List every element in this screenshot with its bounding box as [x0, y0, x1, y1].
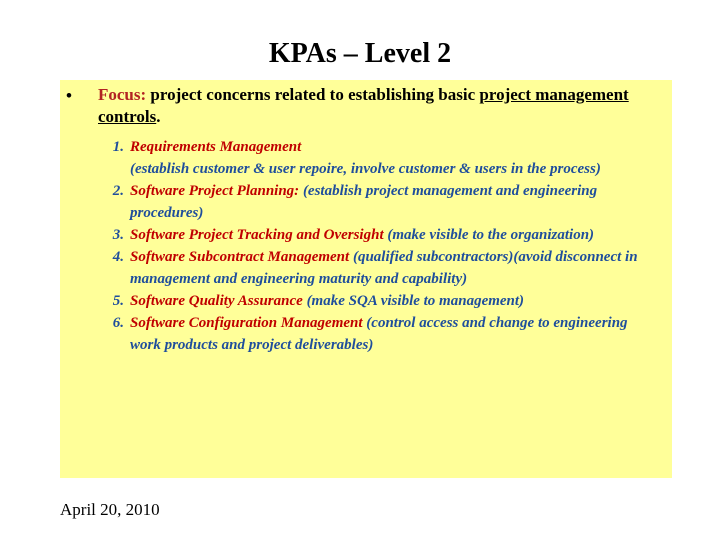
kpa-description: (make visible to the organization)	[383, 227, 595, 243]
kpa-list	[98, 136, 658, 356]
focus-statement	[98, 84, 668, 128]
list-number: 5.	[112, 293, 124, 309]
kpa-name: Software Configuration Management	[130, 315, 363, 331]
focus-underlined-text: project management controls	[98, 85, 629, 126]
kpa-name: Requirements Management	[130, 139, 302, 155]
kpa-description: (establish project management and engineering procedures)	[130, 183, 598, 221]
list-number: 3.	[112, 227, 124, 243]
kpa-description: (make SQA visible to management)	[302, 293, 525, 309]
kpa-name: Software Project Planning:	[130, 183, 300, 199]
bullet-icon: •	[66, 86, 72, 105]
list-item	[98, 312, 658, 356]
focus-label: Focus:	[98, 85, 147, 104]
kpa-name: Software Project Tracking and Oversight	[130, 227, 384, 243]
focus-text-end: .	[156, 107, 161, 126]
list-item	[98, 180, 658, 224]
list-number: 4.	[112, 249, 124, 265]
list-item	[98, 136, 658, 180]
list-item	[98, 246, 658, 290]
footer-date: April 20, 2010	[60, 500, 160, 519]
kpa-description: (establish customer & user repoire, involve customer & users in the process)	[130, 161, 601, 177]
kpa-description: (control access and change to engineering work products and project deliverables)	[130, 315, 628, 353]
list-item	[98, 290, 658, 312]
list-number: 6.	[112, 315, 124, 331]
list-number: 1.	[112, 139, 124, 155]
kpa-name: Software Quality Assurance	[130, 293, 303, 309]
kpa-name: Software Subcontract Management	[130, 249, 350, 265]
list-number: 2.	[112, 183, 124, 199]
list-item	[98, 224, 658, 246]
slide-title: KPAs – Level 2	[268, 38, 452, 69]
kpa-description: (qualified subcontractors)(avoid disconnect in management and engineering maturity and capability)	[130, 249, 638, 287]
focus-text: project concerns related to establishing basic	[146, 85, 480, 104]
